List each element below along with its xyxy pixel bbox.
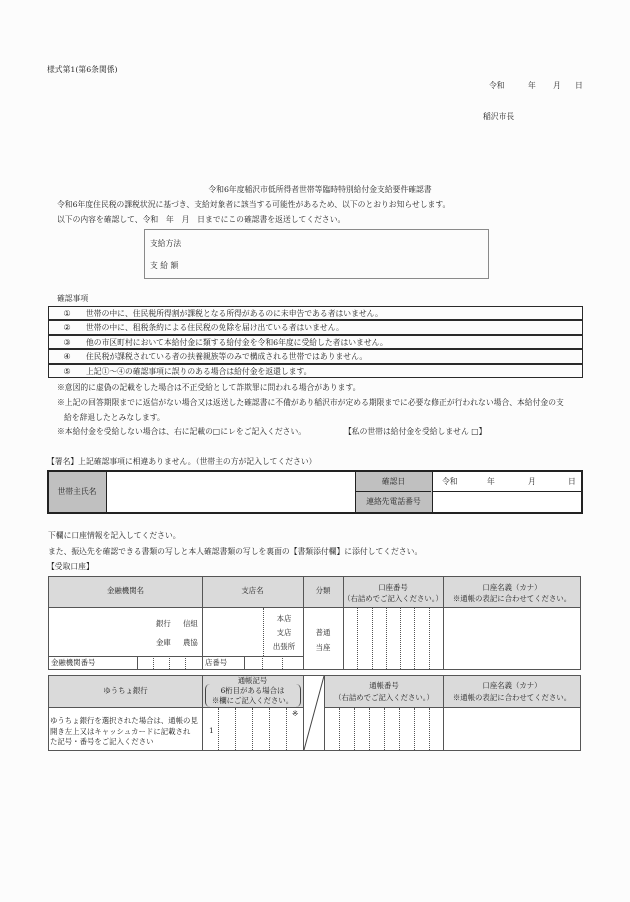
account-number-digit-cell[interactable] bbox=[387, 608, 401, 669]
yucho-instruction-line-3: た記号・番号をご記入ください bbox=[50, 737, 154, 746]
passbook-number-digit-cell[interactable] bbox=[385, 708, 400, 750]
yucho-instruction-line-2: 開き左上又はキャッシュカードに記載され bbox=[50, 727, 191, 736]
passbook-number-digit-cell[interactable] bbox=[325, 708, 340, 750]
confirm-date-era: 令和 bbox=[442, 477, 458, 486]
bank-account-table bbox=[48, 576, 581, 670]
passbook-symbol-note-1: 6桁目がある場合は bbox=[220, 686, 285, 695]
confirmation-item bbox=[48, 335, 583, 349]
intro-line-1: 令和6年度住民税の課税状況に基づき、支給対象者に該当する可能性があるため、以下のとおりお知らせします。 bbox=[57, 200, 451, 209]
account-holder-header: 口座名義（カナ） bbox=[482, 583, 542, 592]
decline-option-label: 【私の世帯は給付金を受給しません bbox=[344, 427, 472, 436]
passbook-symbol-digit-cell[interactable] bbox=[253, 708, 270, 750]
issue-date-era: 令和 bbox=[489, 81, 505, 90]
confirmation-item bbox=[48, 306, 583, 320]
confirmation-item-text: 世帯の中に、住民税所得割が課税となる所得があるのに未申告である者はいません。 bbox=[86, 309, 383, 318]
confirmation-item bbox=[48, 320, 583, 334]
decline-option-close: 】 bbox=[478, 427, 487, 436]
passbook-number-digit-cell[interactable] bbox=[370, 708, 385, 750]
confirmation-item-number: ③ bbox=[63, 337, 71, 347]
account-holder-field[interactable] bbox=[443, 608, 581, 669]
account-number-note: （右詰めでご記入ください。） bbox=[343, 594, 443, 603]
account-holder-note: ※通帳の表記に合わせてください。 bbox=[452, 594, 572, 603]
institution-code-digit-cell[interactable] bbox=[170, 656, 186, 669]
account-type-header: 分類 bbox=[315, 586, 331, 595]
passbook-symbol-note-2: ※欄にご記入ください。 bbox=[211, 696, 294, 705]
form-number: 様式第1(第6条関係) bbox=[47, 65, 118, 74]
yucho-instruction-line-1: ゆうちょ銀行を選択された場合は、通帳の見 bbox=[50, 716, 198, 725]
confirmation-item bbox=[48, 364, 583, 378]
passbook-number-digit-cell[interactable] bbox=[415, 708, 430, 750]
signature-table bbox=[47, 470, 583, 514]
account-number-digit-cell[interactable] bbox=[401, 608, 415, 669]
passbook-number-digit-cell[interactable] bbox=[400, 708, 415, 750]
yucho-holder-note: ※通帳の表記に合わせてください。 bbox=[452, 693, 572, 702]
yucho-account-table bbox=[48, 675, 581, 751]
passbook-symbol-digit-cell[interactable] bbox=[270, 708, 287, 750]
phone-label: 連絡先電話番号 bbox=[366, 497, 421, 506]
fraud-note: ※意図的に虚偽の記載をした場合は不正受給として詐欺罪に問われる場合があります。 bbox=[57, 383, 361, 392]
institution-type-shinkin[interactable]: 金庫 bbox=[156, 638, 171, 647]
branch-code-digit-cell[interactable] bbox=[283, 656, 303, 669]
payment-amount-label: 支 給 額 bbox=[150, 261, 179, 270]
account-number-header: 口座番号 bbox=[378, 583, 408, 592]
yucho-header: ゆうちょ銀行 bbox=[103, 686, 148, 695]
passbook-number-digit-cell[interactable] bbox=[340, 708, 355, 750]
confirmation-item-text: 世帯の中に、租税条約による住民税の免除を届け出ている者はいません。 bbox=[86, 323, 344, 333]
issue-date-month: 月 bbox=[553, 81, 561, 90]
addressee: 稲沢市長 bbox=[483, 112, 515, 121]
passbook-number-note: （右詰めでご記入ください。） bbox=[334, 693, 434, 702]
account-instruction-2: また、振込先を確認できる書類の写しと本人確認書類の写しを裏面の【書類添付欄】に添付してください。 bbox=[48, 547, 423, 556]
passbook-symbol-extra-mark: ※ bbox=[292, 709, 299, 718]
confirmation-item-number: ① bbox=[63, 309, 71, 318]
passbook-symbol-digit-cell[interactable] bbox=[219, 708, 236, 750]
passbook-symbol-digit-cell[interactable] bbox=[236, 708, 253, 750]
decline-option bbox=[344, 428, 486, 436]
confirmation-item-number: ⑤ bbox=[63, 366, 71, 376]
passbook-number-digit-cell[interactable] bbox=[430, 708, 443, 750]
account-type-current[interactable]: 当座 bbox=[315, 643, 331, 652]
deadline-note-line-1: ※上記の回答期限までに返信がない場合又は返送した確認書に不備があり稲沢市が定める期限までに必要な修正が行われない場合、本給付金の支 bbox=[57, 398, 564, 407]
confirmation-item-number: ④ bbox=[63, 352, 71, 362]
document-title: 令和6年度稲沢市低所得者世帯等臨時特別給付金支給要件確認書 bbox=[208, 185, 432, 194]
institution-code-digit-cell[interactable] bbox=[186, 656, 202, 669]
payment-method-label: 支給方法 bbox=[150, 239, 182, 248]
confirm-date-day: 日 bbox=[568, 477, 576, 486]
decline-checkbox[interactable]: □ bbox=[471, 427, 479, 436]
account-instruction-1: 下欄に口座情報を記入してください。 bbox=[48, 531, 181, 540]
passbook-symbol-header: 通帳記号 bbox=[237, 676, 268, 685]
deadline-note-line-2: 給を辞退したとみなします。 bbox=[64, 413, 165, 422]
institution-name-field[interactable] bbox=[49, 608, 149, 656]
householder-name-label: 世帯主氏名 bbox=[57, 487, 97, 496]
code-row-divider bbox=[49, 656, 303, 657]
signature-label-column bbox=[355, 472, 433, 512]
confirm-date-label-cell bbox=[356, 472, 431, 492]
confirm-date-year: 年 bbox=[487, 477, 495, 486]
intro-line-2: 以下の内容を確認して、令和 年 月 日までにこの確認書を返送してください。 bbox=[57, 215, 346, 224]
branch-code-digit-cell[interactable] bbox=[263, 656, 283, 669]
branch-code-label: 店番号 bbox=[205, 658, 228, 667]
yucho-holder-field[interactable] bbox=[443, 708, 581, 750]
branch-code-digit-cell[interactable] bbox=[244, 656, 263, 669]
phone-field[interactable] bbox=[433, 492, 581, 512]
branch-type-branch[interactable]: 支店 bbox=[276, 628, 292, 637]
confirmation-item-text: 上記①～④の確認事項に誤りのある場合は給付金を返還します。 bbox=[86, 366, 312, 376]
branch-name-field[interactable] bbox=[203, 608, 263, 656]
confirm-date-month: 月 bbox=[528, 477, 536, 486]
householder-name-field[interactable] bbox=[107, 472, 355, 512]
confirmation-heading: 確認事項 bbox=[57, 294, 89, 303]
institution-code-digit-cell[interactable] bbox=[154, 656, 170, 669]
institution-code-label: 金融機関番号 bbox=[51, 658, 96, 667]
slash-diagonal bbox=[304, 676, 324, 750]
confirmation-item-text: 住民税が課税されている者の扶養親族等のみで構成される世帯ではありません。 bbox=[86, 352, 368, 362]
passbook-number-digit-cell[interactable] bbox=[355, 708, 370, 750]
institution-name-header: 金融機関名 bbox=[107, 586, 144, 595]
yucho-holder-header: 口座名義（カナ） bbox=[482, 681, 542, 690]
decline-instruction: ※本給付金を受給しない場合は、右に記載の□にレをご記入ください。 bbox=[57, 427, 307, 436]
confirm-date-field[interactable] bbox=[433, 472, 581, 492]
confirmation-item-text: 他の市区町村において本給付金に類する給付金を令和6年度に受給した者はいません。 bbox=[86, 337, 388, 347]
account-number-digit-cell[interactable] bbox=[430, 608, 443, 669]
issue-date-year: 年 bbox=[528, 81, 536, 90]
confirm-date-label: 確認日 bbox=[381, 477, 406, 486]
account-number-digit-cell[interactable] bbox=[373, 608, 387, 669]
account-number-digit-cell[interactable] bbox=[358, 608, 373, 669]
issue-date-day: 日 bbox=[575, 81, 583, 90]
institution-code-digit-cell[interactable] bbox=[137, 656, 154, 669]
branch-type-sub-branch[interactable]: 出張所 bbox=[272, 642, 296, 651]
institution-type-agri-coop[interactable]: 農協 bbox=[183, 638, 198, 647]
confirmation-list bbox=[48, 306, 583, 378]
account-heading: 【受取口座】 bbox=[47, 562, 94, 571]
account-number-digit-cell[interactable] bbox=[415, 608, 430, 669]
account-type-ordinary[interactable]: 普通 bbox=[315, 628, 331, 637]
signature-heading: 【署名】上記確認事項に相違ありません。（世帯主の方が記入してください） bbox=[47, 457, 317, 466]
passbook-number-header: 通帳番号 bbox=[369, 681, 399, 690]
payment-info-box bbox=[144, 229, 489, 279]
branch-name-header: 支店名 bbox=[241, 586, 264, 595]
confirmation-item-number: ② bbox=[63, 323, 71, 333]
institution-type-credit-union[interactable]: 信組 bbox=[183, 619, 198, 628]
slash-line bbox=[303, 676, 325, 750]
branch-type-head-office[interactable]: 本店 bbox=[276, 614, 292, 623]
confirmation-item bbox=[48, 349, 583, 363]
householder-name-label-cell bbox=[49, 472, 107, 512]
passbook-symbol-prefix: 1 bbox=[209, 726, 214, 735]
institution-type-bank[interactable]: 銀行 bbox=[156, 619, 171, 628]
account-number-digit-cell[interactable] bbox=[344, 608, 358, 669]
